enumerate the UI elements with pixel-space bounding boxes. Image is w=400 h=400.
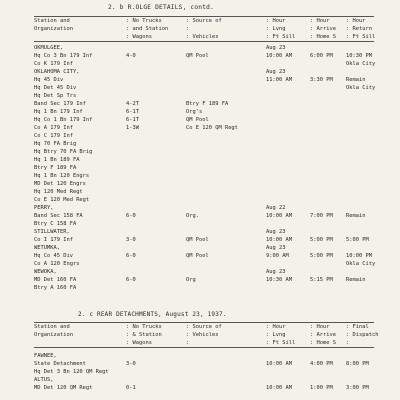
table-row	[34, 220, 374, 228]
table-row	[34, 212, 374, 220]
header-cell-leave: : Lvng	[266, 26, 286, 32]
cell-leave: 10:00 AM	[266, 385, 292, 391]
cell-trucks: 6-1T	[126, 109, 139, 115]
cell-leave: Aug 23	[266, 45, 286, 51]
header-row	[34, 331, 379, 339]
cell-organization: MD Det 160 FA	[34, 277, 77, 283]
cell-leave: 9:00 AM	[266, 253, 289, 259]
cell-return: 10:30 PM	[346, 53, 372, 59]
cell-organization: Btry F 189 FA	[34, 165, 77, 171]
header-cell-arrive: : Hour	[310, 324, 330, 330]
cell-trucks: 1-3W	[126, 125, 139, 131]
header-cell-arrive: : Home S	[310, 34, 336, 40]
cell-trucks: 6-1T	[126, 117, 139, 123]
cell-organization: PERRY,	[34, 205, 54, 211]
header-cell-leave: : Hour	[266, 18, 286, 24]
header-cell-trucks: : Wagons	[126, 340, 152, 346]
table-row	[34, 140, 374, 148]
cell-return: Okla City	[346, 61, 376, 67]
cell-leave: 10:00 AM	[266, 237, 292, 243]
header-row	[34, 323, 374, 331]
header-cell-leave: : Ft Sill	[266, 340, 296, 346]
header-cell-source: : Vehicles	[186, 332, 219, 338]
cell-organization: Hq 45 Div	[34, 77, 64, 83]
section-title-rear-detachments: 2. c REAR DETACHMENTS, August 23, 1937.	[78, 311, 227, 318]
cell-leave: 10:00 AM	[266, 361, 292, 367]
header-cell-source: :	[186, 340, 190, 346]
header-cell-organization: Organization	[34, 26, 73, 32]
table-row	[34, 196, 374, 204]
cell-return: 5:00 PM	[346, 237, 369, 243]
table-row	[34, 84, 374, 92]
cell-source: Org's	[186, 109, 203, 115]
cell-arrive: 5:00 PM	[310, 237, 333, 243]
cell-trucks: 0-1	[126, 385, 136, 391]
table-row	[34, 268, 374, 276]
cell-leave: Aug 22	[266, 205, 286, 211]
cell-organization: Band Sec 179 Inf	[34, 101, 86, 107]
cell-organization: Hq 120 Med Regt	[34, 189, 83, 195]
header-cell-source: : Source of	[186, 324, 222, 330]
cell-organization: Band Sec 158 FA	[34, 213, 83, 219]
cell-trucks: 3-0	[126, 361, 136, 367]
cell-source: Org	[186, 277, 196, 283]
cell-organization: Hq Co 45 Div	[34, 253, 73, 259]
table-row	[34, 148, 374, 156]
cell-organization: Hq Btry 70 FA Brig	[34, 149, 93, 155]
cell-trucks: 4-2T	[126, 101, 139, 107]
cell-organization: Hq Co 1 Bn 179 Inf	[34, 117, 93, 123]
cell-organization: Co K 179 Inf	[34, 61, 73, 67]
header-cell-trucks: : and Station	[126, 26, 169, 32]
cell-source: QM Pool	[186, 253, 209, 259]
cell-organization: Co C 179 Inf	[34, 133, 73, 139]
cell-organization: Hq 1 Bn 120 Engrs	[34, 173, 90, 179]
cell-arrive: 3:30 PM	[310, 77, 333, 83]
cell-organization: Hq Co 3 Bn 179 Inf	[34, 53, 93, 59]
table-row	[34, 116, 374, 124]
header-cell-arrive: : Hour	[310, 18, 330, 24]
table-row	[34, 164, 374, 172]
cell-organization: Hq Det Sp Trs	[34, 93, 77, 99]
header-row	[34, 339, 374, 347]
header-row	[34, 25, 374, 33]
cell-source: QM Pool	[186, 117, 209, 123]
cell-arrive: 5:15 PM	[310, 277, 333, 283]
header-cell-return: : Hour	[346, 18, 366, 24]
cell-organization: Co E 120 Med Regt	[34, 197, 90, 203]
table-row	[34, 352, 374, 360]
cell-leave: Aug 23	[266, 69, 286, 75]
header-cell-arrive: : Arrive	[310, 26, 336, 32]
table-row	[34, 228, 374, 236]
cell-trucks: 6-0	[126, 213, 136, 219]
header-cell-return: : Dispatch	[346, 332, 379, 338]
cell-organization: Hq 70 FA Brig	[34, 141, 77, 147]
header-cell-return: : Final	[346, 324, 369, 330]
cell-organization: Hq Det 3 Bn 120 QM Regt	[34, 369, 109, 375]
header-cell-organization: Station and	[34, 324, 70, 330]
cell-leave: 10:00 AM	[266, 213, 292, 219]
header-cell-return: :	[346, 340, 350, 346]
header-cell-return: : Ft Sill	[346, 34, 376, 40]
table-row	[34, 276, 374, 284]
table-row	[34, 260, 374, 268]
header-row	[34, 33, 374, 41]
cell-return: 10:00 PM	[346, 253, 372, 259]
cell-arrive: 1:00 PM	[310, 385, 333, 391]
header-cell-arrive: : Home S	[310, 340, 336, 346]
cell-trucks: 6-0	[126, 253, 136, 259]
cell-return: Okla City	[346, 261, 376, 267]
cell-trucks: 3-0	[126, 237, 136, 243]
table-row	[34, 384, 374, 392]
table-row	[34, 244, 374, 252]
table-row	[34, 368, 374, 376]
table-row	[34, 100, 374, 108]
header-cell-trucks: : No Trucks	[126, 324, 162, 330]
header-cell-organization: Station and	[34, 18, 70, 24]
table-row	[34, 172, 374, 180]
header-cell-arrive: : Arrive	[310, 332, 336, 338]
cell-organization: OKMULGEE,	[34, 45, 64, 51]
cell-organization: Btry A 160 FA	[34, 285, 77, 291]
header-cell-trucks: : No Trucks	[126, 18, 162, 24]
cell-leave: 10:00 AM	[266, 53, 292, 59]
cell-organization: OKLAHOMA CITY,	[34, 69, 80, 75]
cell-source: QM Pool	[186, 237, 209, 243]
header-cell-source: : Vehicles	[186, 34, 219, 40]
cell-arrive: 5:00 PM	[310, 253, 333, 259]
cell-organization: Hq 1 Bn 179 Inf	[34, 109, 83, 115]
header-row	[34, 17, 374, 25]
cell-source: Org.	[186, 213, 199, 219]
cell-organization: ALTUS,	[34, 377, 54, 383]
table-row	[34, 188, 374, 196]
table-row	[34, 204, 374, 212]
cell-arrive: 4:00 PM	[310, 361, 333, 367]
cell-leave: Aug 23	[266, 245, 286, 251]
cell-leave: Aug 23	[266, 229, 286, 235]
cell-organization: State Detachment	[34, 361, 86, 367]
cell-leave: 11:00 AM	[266, 77, 292, 83]
cell-source: QM Pool	[186, 53, 209, 59]
table-header-1	[34, 16, 374, 42]
section-heading: 2. b R.OLGE DETAILS, contd.	[108, 4, 214, 11]
cell-organization: Co I 179 Inf	[34, 237, 73, 243]
table-row	[34, 52, 374, 60]
cell-return: Okla City	[346, 85, 376, 91]
cell-organization: Hq Det 45 Div	[34, 85, 77, 91]
cell-organization: STILLWATER,	[34, 229, 70, 235]
cell-organization: Co A 179 Inf	[34, 125, 73, 131]
cell-leave: Aug 23	[266, 269, 286, 275]
cell-arrive: 7:00 PM	[310, 213, 333, 219]
header-cell-leave: : Hour	[266, 324, 286, 330]
table-row	[34, 60, 374, 68]
table-row	[34, 76, 374, 84]
table-row	[34, 92, 374, 100]
table-row	[34, 252, 374, 260]
table-row	[34, 68, 374, 76]
cell-trucks: 6-0	[126, 277, 136, 283]
header-cell-source: :	[186, 26, 190, 32]
table-row	[34, 284, 374, 292]
table-row	[34, 180, 374, 188]
cell-organization: MD Det 120 Engrs	[34, 181, 86, 187]
table-body-1	[34, 44, 374, 292]
cell-leave: 10:30 AM	[266, 277, 292, 283]
table-row	[34, 360, 374, 368]
header-cell-trucks: : Wagons	[126, 34, 152, 40]
cell-arrive: 6:00 PM	[310, 53, 333, 59]
cell-return: Remain	[346, 277, 366, 283]
header-cell-return: : Return	[346, 26, 372, 32]
cell-return: 3:00 PM	[346, 385, 369, 391]
header-cell-trucks: : & Station	[126, 332, 162, 338]
table-body-2	[34, 352, 374, 392]
cell-organization: MD Det 120 QM Regt	[34, 385, 93, 391]
cell-organization: WEWOKA,	[34, 269, 57, 275]
table-row	[34, 108, 374, 116]
cell-organization: Btry C 158 FA	[34, 221, 77, 227]
cell-return: Remain	[346, 213, 366, 219]
table-row	[34, 236, 374, 244]
cell-return: Remain	[346, 77, 366, 83]
table-row	[34, 44, 374, 52]
cell-source: Btry F 189 FA	[186, 101, 229, 107]
table-row	[34, 132, 374, 140]
header-cell-organization: Organization	[34, 332, 73, 338]
header-cell-leave: : Ft Sill	[266, 34, 296, 40]
cell-return: 8:00 PM	[346, 361, 369, 367]
cell-organization: FAWNEE,	[34, 353, 57, 359]
table-row	[34, 156, 374, 164]
cell-trucks: 4-0	[126, 53, 136, 59]
cell-source: Co E 120 QM Regt	[186, 125, 238, 131]
table-row	[34, 124, 374, 132]
table-row	[34, 376, 374, 384]
cell-organization: Co A 120 Engrs	[34, 261, 80, 267]
cell-organization: Hq 1 Bn 189 FA	[34, 157, 80, 163]
header-cell-leave: : Lvng	[266, 332, 286, 338]
cell-organization: WETUMKA,	[34, 245, 60, 251]
header-cell-source: : Source of	[186, 18, 222, 24]
table-header-2	[34, 322, 379, 348]
